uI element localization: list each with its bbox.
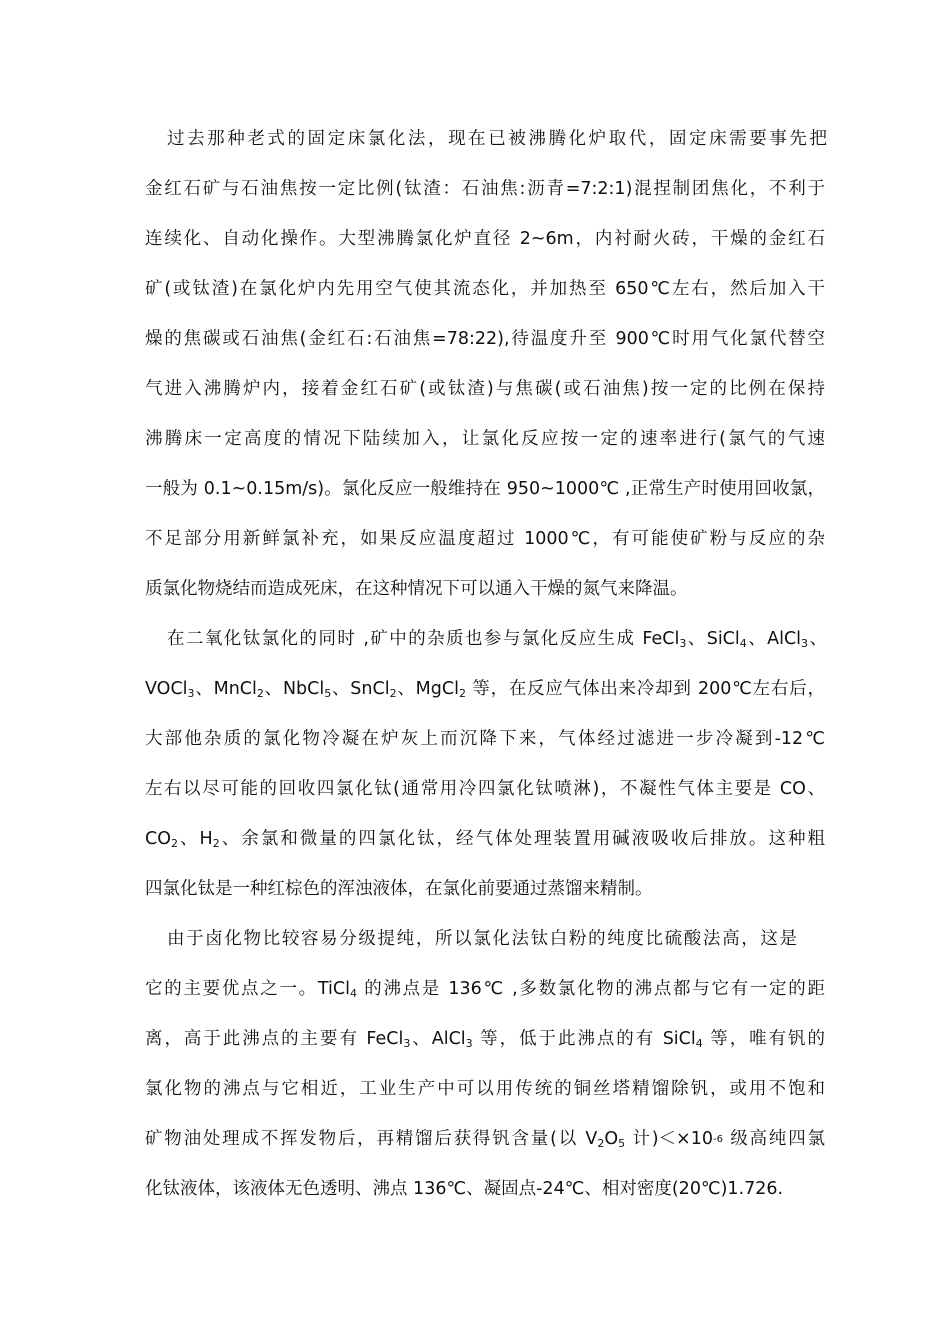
text-span: 等，唯有钒的 <box>702 1029 825 1049</box>
paragraph-3-line-4: 氯化物的沸点与它相近，工业生产中可以用传统的铜丝塔精馏除钒，或用不饱和 <box>145 1079 825 1099</box>
text-span: CO <box>145 829 171 849</box>
subscript: 2 <box>256 687 264 700</box>
text-span: 的沸点是 136℃ ,多数氯化物的沸点都与它有一定的距 <box>356 979 825 999</box>
paragraph-2-line-1 <box>167 627 827 653</box>
text-span: 、AlCl <box>410 1029 466 1049</box>
subscript: 3 <box>801 637 809 650</box>
paragraph-2-line-4: 左右以尽可能的回收四氯化钛(通常用冷四氯化钛喷淋)，不凝性气体主要是 CO、 <box>145 779 825 799</box>
subscript: 3 <box>465 1037 473 1050</box>
text-span: 计)＜×10 <box>625 1129 713 1149</box>
paragraph-3-line-3 <box>145 1027 825 1053</box>
text-span: 、MnCl <box>194 679 257 699</box>
text-span: 、SiCl <box>686 629 740 649</box>
paragraph-2-line-2 <box>145 677 825 703</box>
paragraph-1-line-10: 质氯化物烧结而造成死床，在这种情况下可以通入干燥的氮气来降温。 <box>145 579 688 599</box>
text-span: 、H <box>178 829 213 849</box>
subscript: 5 <box>324 687 332 700</box>
text-span: 等，在反应气体出来冷却到 200℃左右后， <box>465 679 826 699</box>
subscript: 2 <box>458 687 466 700</box>
subscript: 4 <box>695 1037 703 1050</box>
subscript: 2 <box>212 837 220 850</box>
paragraph-3-line-1: 由于卤化物比较容易分级提纯，所以氯化法钛白粉的纯度比硫酸法高，这是 <box>167 929 797 949</box>
text-span: 、NbCl <box>263 679 325 699</box>
text-span: 、AlCl <box>746 629 802 649</box>
paragraph-1-line-9: 不足部分用新鲜氯补充，如果反应温度超过 1000℃，有可能使矿粉与反应的杂 <box>145 529 825 549</box>
paragraph-1-line-8: 一般为 0.1~0.15m/s)。氯化反应一般维持在 950~1000℃ ,正常生产时使用回收氯， <box>145 479 825 499</box>
paragraph-3-line-2 <box>145 977 825 1003</box>
text-span: 、SnCl <box>331 679 390 699</box>
paragraph-2-line-3: 大部他杂质的氯化物冷凝在炉灰上而沉降下来，气体经过滤进一步冷凝到-12℃ <box>145 729 825 749</box>
text-span: 、 <box>808 629 827 649</box>
subscript: 3 <box>403 1037 411 1050</box>
paragraph-1-line-4: 矿(或钛渣)在氯化炉内先用空气使其流态化，并加热至 650℃左右，然后加入干 <box>145 279 825 299</box>
paragraph-2-line-5 <box>145 827 825 853</box>
text-span: 、MgCl <box>396 679 459 699</box>
paragraph-3-line-5 <box>145 1127 825 1154</box>
subscript: 4 <box>739 637 747 650</box>
paragraph-1-line-3: 连续化、自动化操作。大型沸腾氯化炉直径 2~6m，内衬耐火砖，干燥的金红石 <box>145 229 825 249</box>
text-span: VOCl <box>145 679 188 699</box>
superscript: -6 <box>713 1134 723 1145</box>
subscript: 2 <box>597 1137 605 1150</box>
text-span: 它的主要优点之一。TiCl <box>145 979 350 999</box>
paragraph-1-line-7: 沸腾床一定高度的情况下陆续加入，让氯化反应按一定的速率进行(氯气的气速 <box>145 429 825 449</box>
text-span: 、余氯和微量的四氯化钛，经气体处理装置用碱液吸收后排放。这种粗 <box>219 829 825 849</box>
subscript: 5 <box>618 1137 626 1150</box>
subscript: 2 <box>389 687 397 700</box>
text-span: 矿物油处理成不挥发物后，再精馏后获得钒含量(以 V <box>145 1129 598 1149</box>
text-span: 离，高于此沸点的主要有 FeCl <box>145 1029 404 1049</box>
paragraph-3-line-6: 化钛液体，该液体无色透明、沸点 136℃、凝固点-24℃、相对密度(20℃)1.726. <box>145 1179 784 1199</box>
text-span: O <box>604 1129 619 1149</box>
subscript: 2 <box>171 837 178 850</box>
subscript: 4 <box>349 987 357 1000</box>
text-span: 级高纯四氯 <box>722 1129 825 1149</box>
paragraph-1-line-5: 燥的焦碳或石油焦(金红石:石油焦=78:22),待温度升至 900℃时用气化氯代替空 <box>145 329 825 349</box>
subscript: 3 <box>679 637 687 650</box>
text-span: 在二氧化钛氯化的同时 ,矿中的杂质也参与氯化反应生成 FeCl <box>167 629 680 649</box>
text-span: 等，低于此沸点的有 SiCl <box>472 1029 696 1049</box>
subscript: 3 <box>187 687 195 700</box>
paragraph-2-line-6: 四氯化钛是一种红棕色的浑浊液体，在氯化前要通过蒸馏来精制。 <box>145 879 653 899</box>
paragraph-1-line-2: 金红石矿与石油焦按一定比例(钛渣：石油焦:沥青=7:2:1)混捏制团焦化，不利于 <box>145 179 825 199</box>
paragraph-1-line-6: 气进入沸腾炉内，接着金红石矿(或钛渣)与焦碳(或石油焦)按一定的比例在保持 <box>145 379 825 399</box>
paragraph-1-line-1: 过去那种老式的固定床氯化法，现在已被沸腾化炉取代，固定床需要事先把 <box>167 129 827 149</box>
